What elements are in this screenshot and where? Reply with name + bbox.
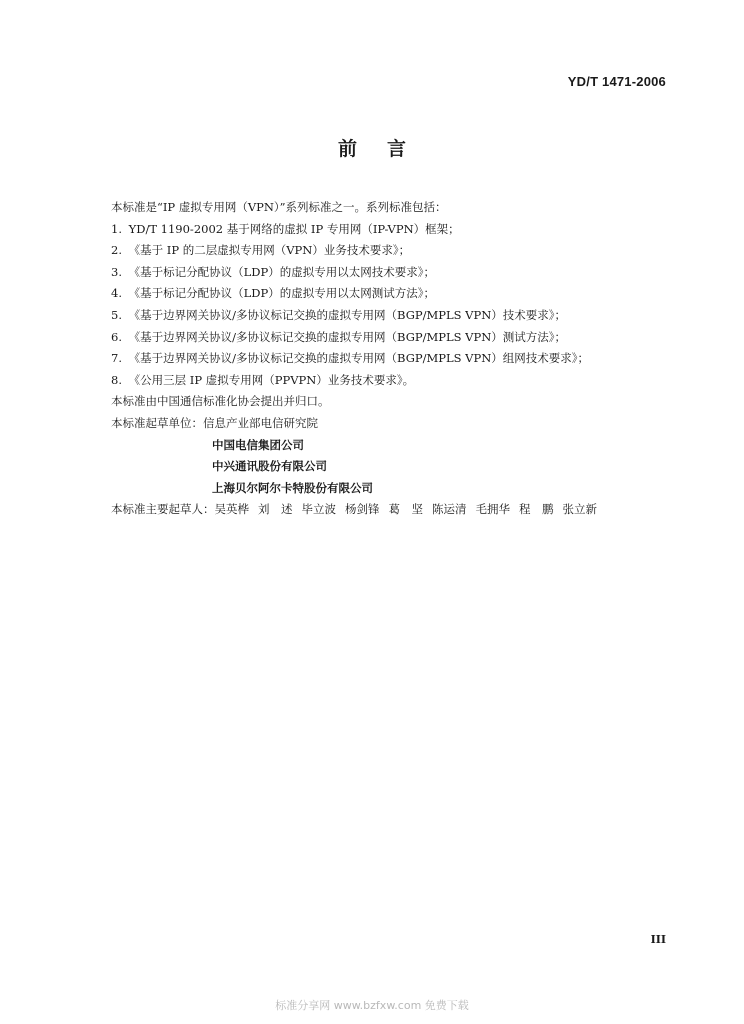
list-item — [111, 219, 671, 241]
drafter-name: 张立新 — [562, 502, 597, 517]
list-item-number: 7. — [111, 351, 122, 366]
list-item-number: 2. — [111, 243, 122, 258]
drafter-name: 吴英桦 — [214, 502, 249, 517]
list-item-number: 3. — [111, 264, 122, 279]
drafter-name: 陈运清 — [432, 502, 467, 517]
list-item-text: 《基于边界网关协议/多协议标记交换的虚拟专用网（BGP/MPLS VPN）测试方法》； — [128, 329, 567, 344]
list-item-text: YD/T 1190-2002 基于网络的虚拟 IP 专用网（IP-VPN）框架； — [128, 221, 460, 236]
drafting-units-row — [111, 413, 671, 435]
list-item — [111, 240, 671, 262]
drafters-row — [111, 499, 671, 521]
list-item-number: 5. — [111, 307, 122, 322]
drafting-unit: 上海贝尔阿尔卡特股份有限公司 — [212, 480, 373, 495]
list-item — [111, 327, 671, 349]
standard-code: YD/T 1471-2006 — [567, 74, 666, 89]
list-item-text: 《基于标记分配协议（LDP）的虚拟专用以太网测试方法》； — [128, 286, 435, 301]
list-item-text: 《基于边界网关协议/多协议标记交换的虚拟专用网（BGP/MPLS VPN）组网技术要求》； — [128, 351, 590, 366]
drafter-name: 程 鹏 — [519, 502, 554, 517]
page-title: 前言 — [337, 138, 436, 160]
list-item — [111, 305, 671, 327]
drafter-name: 毕立波 — [301, 502, 336, 517]
list-item-number: 8. — [111, 372, 122, 387]
list-item-number: 1. — [111, 221, 122, 236]
body-text — [111, 197, 671, 521]
list-item-number: 4. — [111, 286, 122, 301]
list-item-text: 《基于边界网关协议/多协议标记交换的虚拟专用网（BGP/MPLS VPN）技术要求》； — [128, 307, 567, 322]
drafter-name: 毛拥华 — [475, 502, 510, 517]
list-item-text: 《基于 IP 的二层虚拟专用网（VPN）业务技术要求》； — [128, 243, 411, 258]
drafter-name: 葛 坚 — [388, 502, 423, 517]
page-number: III — [650, 933, 666, 946]
list-item — [111, 370, 671, 392]
footer-watermark: 标准分享网 www.bzfxw.com 免费下载 — [275, 999, 469, 1012]
drafters-label: 本标准主要起草人： — [111, 502, 215, 517]
list-item — [111, 283, 671, 305]
list-item — [111, 262, 671, 284]
proposed-by-paragraph: 本标准由中国通信标准化协会提出并归口。 — [111, 394, 330, 409]
list-item — [111, 348, 671, 370]
list-item-text: 《基于标记分配协议（LDP）的虚拟专用以太网技术要求》； — [128, 264, 435, 279]
drafting-unit: 信息产业部电信研究院 — [203, 415, 318, 430]
list-item-number: 6. — [111, 329, 122, 344]
drafter-name: 刘 述 — [258, 502, 293, 517]
drafting-unit: 中兴通讯股份有限公司 — [212, 459, 327, 474]
intro-paragraph: 本标准是“IP 虚拟专用网（VPN）”系列标准之一。系列标准包括： — [111, 200, 447, 214]
drafting-units-label: 本标准起草单位： — [111, 415, 203, 430]
drafter-name: 杨剑锋 — [345, 502, 380, 517]
drafting-unit: 中国电信集团公司 — [212, 437, 304, 452]
list-item-text: 《公用三层 IP 虚拟专用网（PPVPN）业务技术要求》。 — [128, 372, 415, 387]
